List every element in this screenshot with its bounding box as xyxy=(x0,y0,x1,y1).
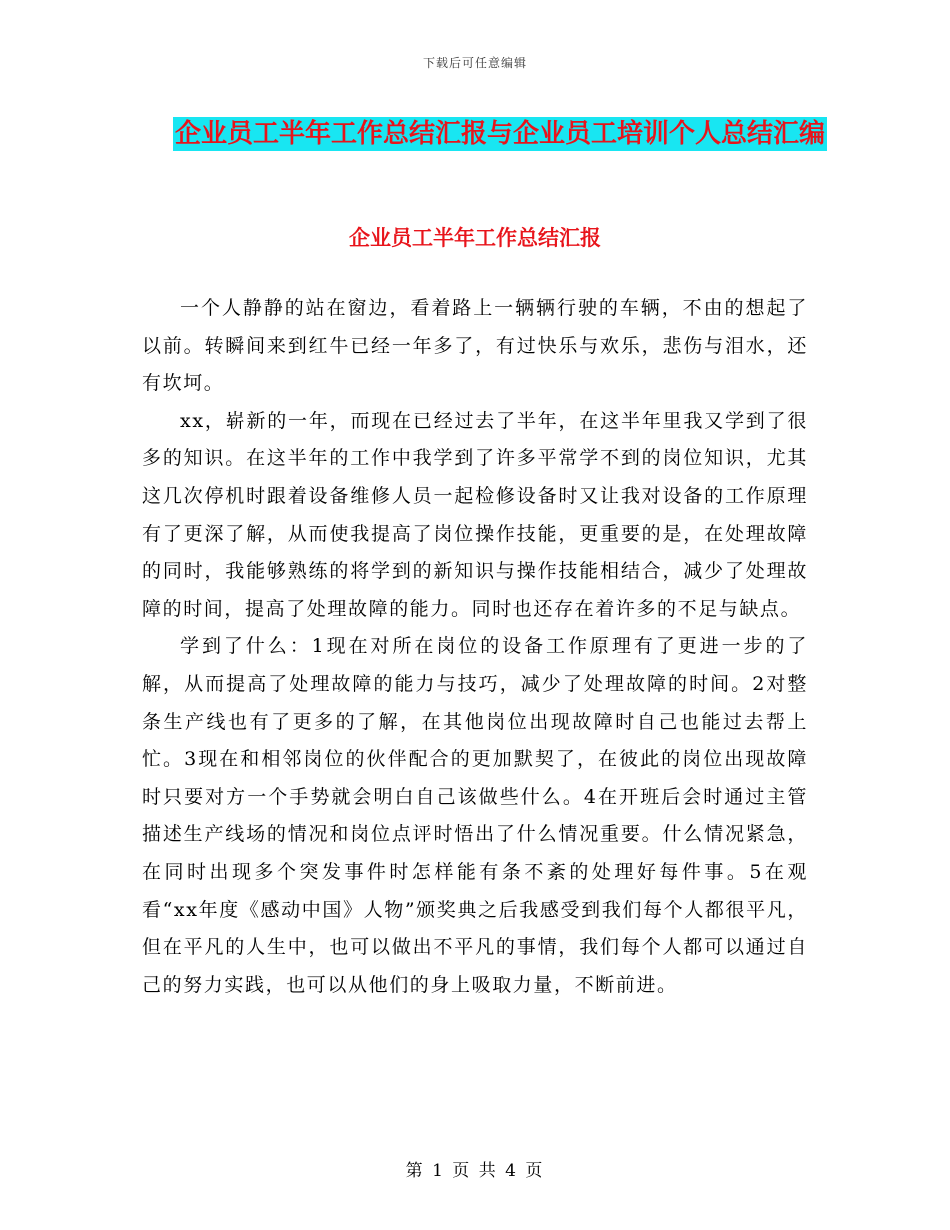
page-number-footer: 第 1 页 共 4 页 xyxy=(405,1161,545,1181)
document-body xyxy=(142,290,808,1004)
paragraph: xx，崭新的一年，而现在已经过去了半年，在这半年里我又学到了很多的知识。在这半年的工作中我学到了许多平常学不到的岗位知识，尤其这几次停机时跟着设备维修人员一起检修设备时又让我对设备的工作原理有了更深了解，从而使我提高了岗位操作技能，更重要的是，在处理故障的同时，我能够熟练的将学到的新知识与操作技能相结合，减少了处理故障的时间，提高了处理故障的能力。同时也还存在着许多的不足与缺点。 xyxy=(142,409,808,620)
paragraph: 学到了什么：1现在对所在岗位的设备工作原理有了更进一步的了解，从而提高了处理故障的能力与技巧，减少了处理故障的时间。2对整条生产线也有了更多的了解，在其他岗位出现故障时自己也能过去帮上忙。3现在和相邻岗位的伙伴配合的更加默契了，在彼此的岗位出现故障时只要对方一个手势就会明白自己该做些什么。4在开班后会时通过主管描述生产线场的情况和岗位点评时悟出了什么情况重要。什么情况紧急，在同时出现多个突发事件时怎样能有条不紊的处理好每件事。5在观看“xx年度《感动中国》人物”颁奖典之后我感受到我们每个人都很平凡，但在平凡的人生中，也可以做出不平凡的事情，我们每个人都可以通过自己的努力实践，也可以从他们的身上吸取力量，不断前进。 xyxy=(142,635,808,996)
header-note: 下载后可任意编辑 xyxy=(422,56,527,70)
document-title-text: 企业员工半年工作总结汇报与企业员工培训个人总结汇编 xyxy=(174,119,825,149)
section-title: 企业员工半年工作总结汇报 xyxy=(349,226,601,250)
document-title xyxy=(140,112,860,156)
paragraph: 一个人静静的站在窗边，看着路上一辆辆行驶的车辆，不由的想起了以前。转瞬间来到红牛已经一年多了，有过快乐与欢乐，悲伤与泪水，还有坎坷。 xyxy=(142,297,808,395)
